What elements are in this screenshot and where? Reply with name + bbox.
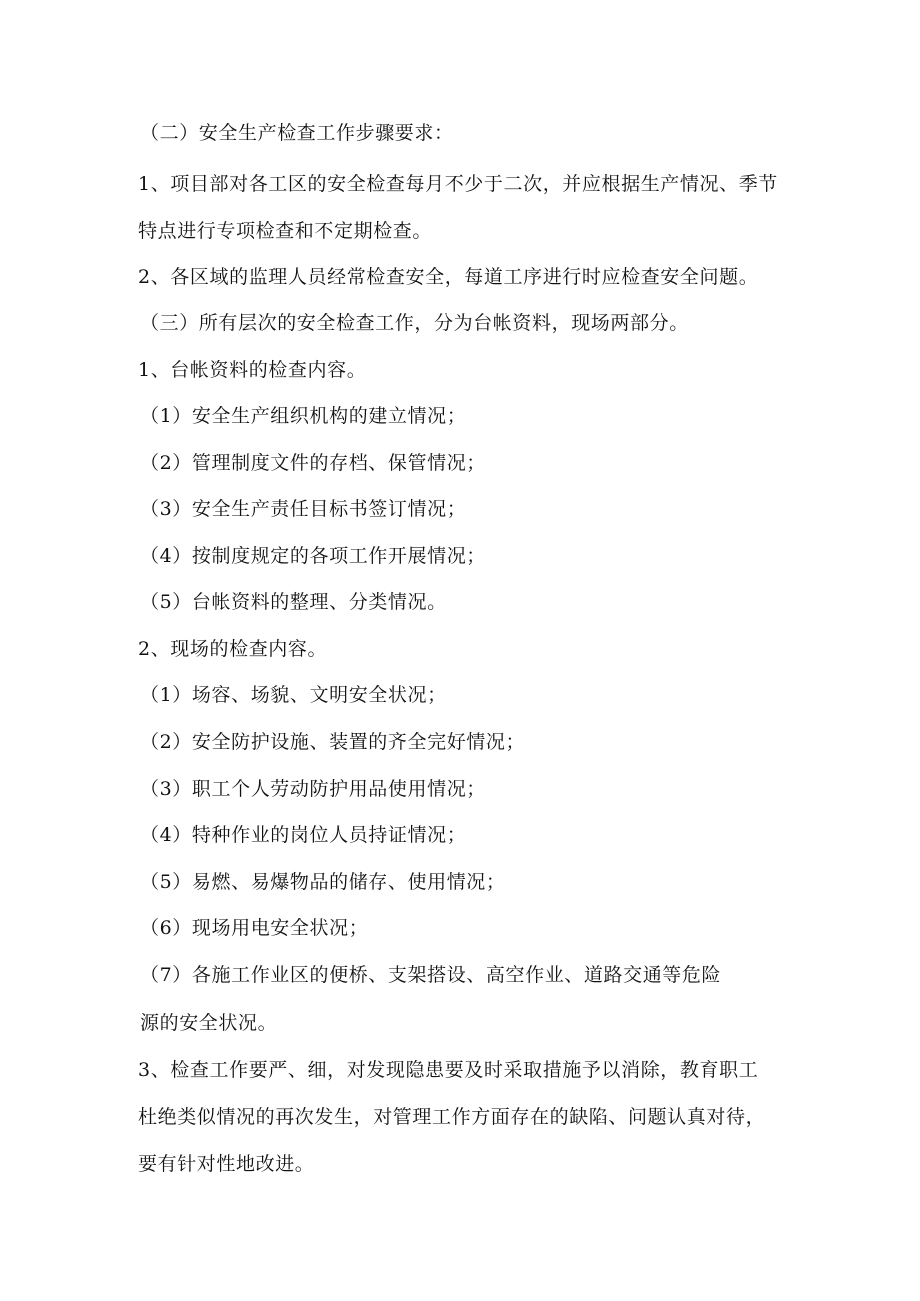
paragraph-line: 要有针对性地改进。: [138, 1153, 315, 1175]
list-item: （7）各施工作业区的便桥、支架搭设、高空作业、道路交通等危险: [140, 964, 722, 986]
list-item: （3）职工个人劳动防护用品使用情况；: [140, 778, 486, 800]
list-item: （3）安全生产责任目标书签订情况；: [140, 498, 467, 520]
heading-section-2: （二）安全生产检查工作步骤要求：: [140, 122, 454, 144]
paragraph-line: 3、检查工作要严、细，对发现隐患要及时采取措施予以消除，教育职工: [138, 1059, 759, 1081]
list-item-continuation: 源的安全状况。: [140, 1012, 278, 1034]
paragraph-line: 2、各区域的监理人员经常检查安全，每道工序进行时应检查安全问题。: [138, 266, 759, 288]
list-item: （6）现场用电安全状况；: [140, 917, 369, 939]
paragraph-line: 特点进行专项检查和不定期检查。: [138, 220, 433, 242]
list-item: （2）安全防护设施、装置的齐全完好情况；: [140, 731, 526, 753]
paragraph-line: 杜绝类似情况的再次发生，对管理工作方面存在的缺陷、问题认真对待，: [138, 1106, 766, 1128]
heading-section-3: （三）所有层次的安全检查工作，分为台帐资料，现场两部分。: [140, 312, 689, 334]
list-item: （5）台帐资料的整理、分类情况。: [140, 591, 447, 613]
paragraph-line: 2、现场的检查内容。: [138, 638, 328, 660]
paragraph-line: 1、台帐资料的检查内容。: [138, 359, 367, 381]
list-item: （1）场容、场貌、文明安全状况；: [140, 684, 447, 706]
list-item: （4）按制度规定的各项工作开展情况；: [140, 545, 486, 567]
list-item: （2）管理制度文件的存档、保管情况；: [140, 452, 486, 474]
paragraph-line: 1、项目部对各工区的安全检查每月不少于二次，并应根据生产情况、季节: [138, 173, 778, 195]
list-item: （4）特种作业的岗位人员持证情况；: [140, 824, 467, 846]
list-item: （5）易燃、易爆物品的储存、使用情况；: [140, 871, 506, 893]
list-item: （1）安全生产组织机构的建立情况；: [140, 405, 467, 427]
